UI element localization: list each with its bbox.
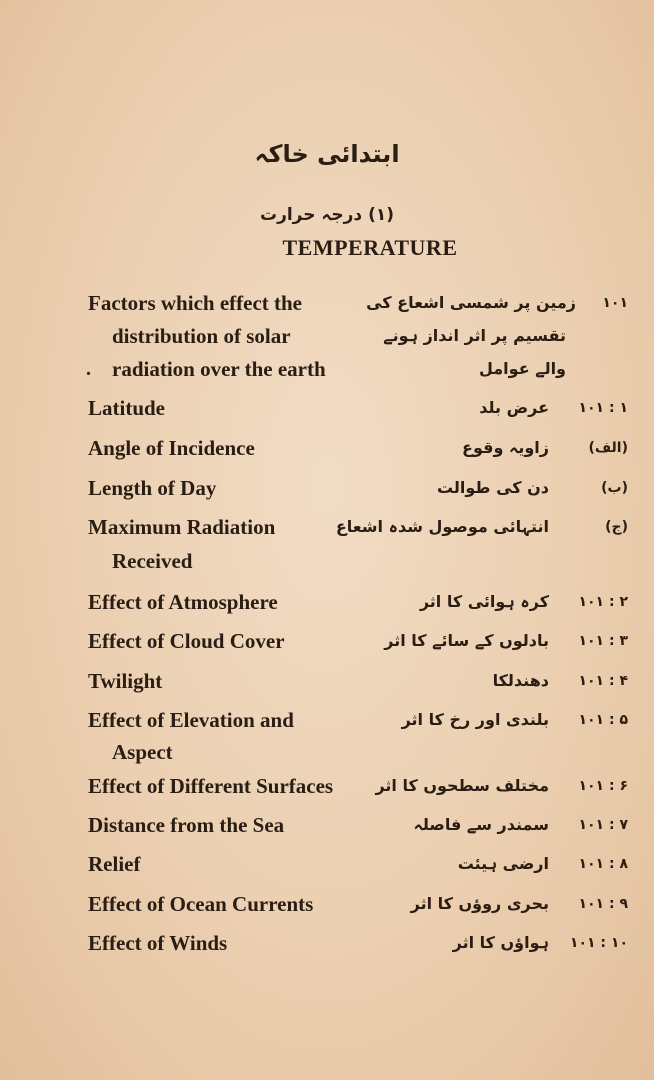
entry-english-line: distribution of solar <box>112 324 291 348</box>
entry-urdu-line: انتہائی موصول شدہ اشعاع <box>335 517 549 536</box>
bullet-dot: . <box>86 358 91 380</box>
entry-number: ۵ : ۱۰۱ <box>578 712 628 728</box>
entry-urdu-line: ارضی ہیئت <box>457 854 549 873</box>
section-title-english: TEMPERATURE <box>282 235 458 260</box>
entry-urdu-line: دھندلکا <box>492 671 549 690</box>
entry-urdu-line: بحری روؤں کا اثر <box>410 894 549 913</box>
entry-number: (ب) <box>601 480 628 496</box>
entry-number: ۱ : ۱۰۱ <box>578 400 628 416</box>
entry-english-line: Twilight <box>88 669 163 693</box>
entry-urdu-line: دن کی طوالت <box>436 478 549 497</box>
entry-english-line: Effect of Different Surfaces <box>88 774 334 798</box>
entry-number: ۸ : ۱۰۱ <box>578 856 628 872</box>
entry-number: ۱۰ : ۱۰۱ <box>569 935 628 951</box>
entry-number: ۹ : ۱۰۱ <box>578 896 628 912</box>
entry-urdu-line: ہواؤں کا اثر <box>452 933 549 952</box>
entry-number: (ج) <box>605 519 628 535</box>
entry-urdu-line: عرض بلد <box>479 398 549 417</box>
entry-english-line: Length of Day <box>88 476 217 500</box>
entry-english-line: Angle of Incidence <box>88 436 255 460</box>
entry-number: ۶ : ۱۰۱ <box>578 778 628 794</box>
entry-urdu-line: سمندر سے فاصلہ <box>413 815 549 834</box>
entry-english-line: Received <box>112 549 193 573</box>
entry-number: ۱۰۱ <box>602 295 628 311</box>
entry-number: (الف) <box>588 440 628 456</box>
page-title-urdu: ابتدائی خاکہ <box>254 140 400 168</box>
entry-number: ۷ : ۱۰۱ <box>578 817 628 833</box>
entry-english-line: Latitude <box>88 396 166 420</box>
entry-english-line: Effect of Atmosphere <box>88 590 278 614</box>
entry-english-line: Aspect <box>112 740 173 764</box>
entry-english-line: Effect of Cloud Cover <box>88 629 285 653</box>
entry-number: ۲ : ۱۰۱ <box>578 594 628 610</box>
entry-english-line: Effect of Winds <box>88 931 228 955</box>
entry-urdu-line: تقسیم پر اثر انداز ہونے <box>383 326 566 345</box>
entry-urdu-line: بلندی اور رخ کا اثر <box>401 710 549 729</box>
entry-urdu-line: والے عوامل <box>478 359 566 378</box>
entry-urdu-line: مختلف سطحوں کا اثر <box>375 776 549 795</box>
entry-english-line: Maximum Radiation <box>88 515 276 539</box>
entry-english-line: Effect of Elevation and <box>88 708 294 732</box>
entry-english-line: Factors which effect the <box>88 291 302 315</box>
entry-english-line: Relief <box>88 852 141 876</box>
entry-english-line: Effect of Ocean Currents <box>88 892 314 916</box>
entry-urdu-line: کرہ ہوائی کا اثر <box>419 592 549 611</box>
entry-urdu-line: زاویہ وقوع <box>462 438 549 457</box>
entry-english-line: Distance from the Sea <box>88 813 285 837</box>
entry-number: ۳ : ۱۰۱ <box>578 633 628 649</box>
section-title-urdu: (۱) درجہ حرارت <box>259 205 395 225</box>
entry-urdu-line: بادلوں کے سائے کا اثر <box>384 631 549 650</box>
entry-english-line: radiation over the earth <box>112 357 326 381</box>
entry-urdu-line: زمین پر شمسی اشعاع کی <box>366 293 576 312</box>
entry-number: ۴ : ۱۰۱ <box>578 673 628 689</box>
